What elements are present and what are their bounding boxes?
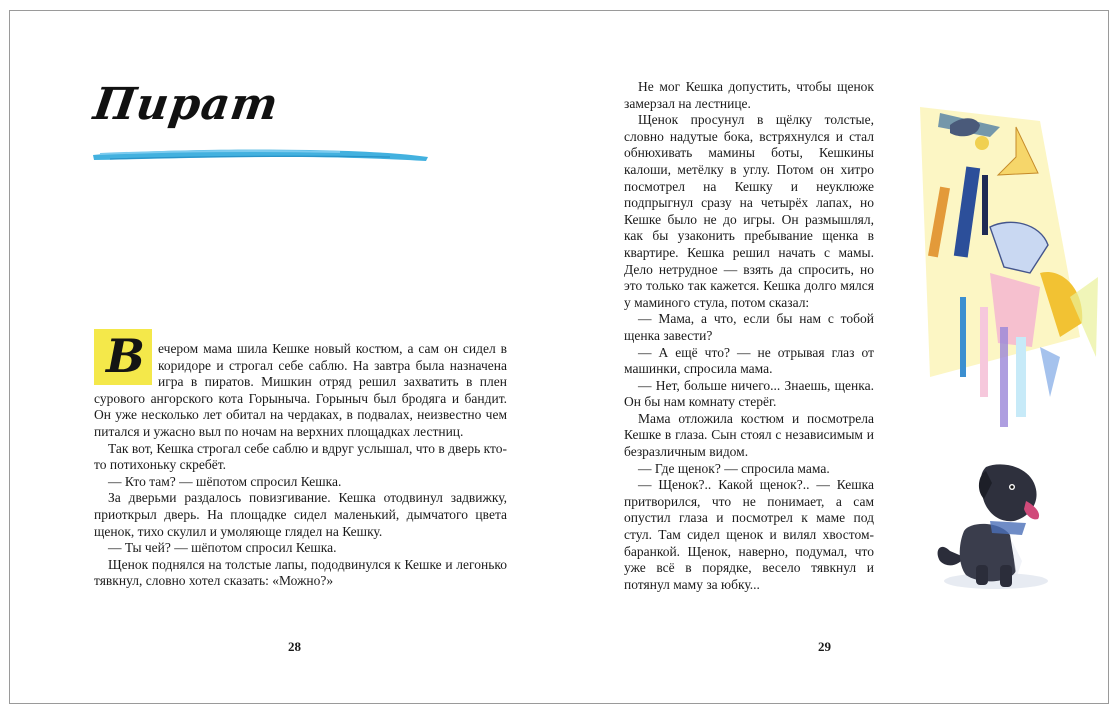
paragraph: — Ты чей? — шёпотом спросил Кешка. [108,540,337,556]
sewing-room-illustration [920,97,1102,437]
paragraph: Щенок поднялся на толстые лапы, пододвинулся к Кешке и легонько тявкнул, словно хотел сказать: «Можно?» [94,556,507,589]
book-spread [9,10,1109,704]
left-page [10,11,560,703]
right-text-block [624,79,874,593]
paragraph: За дверьми раздалось повизгивание. Кешка отодвинул задвижку, приоткрыл дверь. На площадке сидел маленький, дымчатого цвета щенок, тихо скулил и умоляюще глядел на Кешку. [94,490,507,539]
paragraph: Щенок просунул в щёлку толстые, словно надутые бока, встряхнулся и стал обнюхивать мамины боты, Кешкины калоши, метёлку в углу. Потом он хитро посмотрел на Кешку и неуклюже подпрыгнул сразу на четырёх лапах, но Кешке было не до игры. Он размышлял, как бы узаконить пребывание щенка в квартире. Кешка решил начать с мамы. Дело нетрудное — взять да спросить, но это только так кажется. Кешка долго мялся у маминого стула, потом сказал: [624,112,874,310]
paragraph: — А ещё что? — не отрывая глаз от машинки, спросила мама. [624,344,874,377]
paragraph: — Мама, а что, если бы нам с тобой щенка завести? [624,311,874,343]
drop-cap [94,329,152,385]
paragraph: — Кто там? — шёпотом спросил Кешка. [108,473,342,489]
paragraph: — Где щенок? — спросила мама. [638,460,830,476]
blue-brush-stroke [90,141,430,167]
right-page [560,11,1110,703]
drop-cap-letter: В [106,329,145,383]
paragraph: — Щенок?.. Какой щенок?.. — Кешка притворился, что не понимает, а сам опустил глаза и посмотрел к маме под стул. Там сидел щенок и вилял хвостом-баранкой. Щенок, наверно, подумал, что уже всё в порядке, весело тявкнул и потянул маму за юбку... [624,477,874,592]
page-number-left: 28 [288,639,301,654]
puppy-illustration [930,461,1062,601]
page-number-right: 29 [818,639,831,654]
paragraph: Так вот, Кешка строгал себе саблю и вдруг услышал, что в дверь кто-то потихоньку скребёт. [94,440,507,473]
chapter-title: Пират [90,79,282,130]
paragraph: Мама отложила костюм и посмотрела Кешке в глаза. Сын стоял с независимым и безразличным видом. [624,410,874,460]
paragraph: — Нет, больше ничего... Знаешь, щенка. Он бы нам комнату стерёг. [624,377,874,410]
paragraph: Не мог Кешка допустить, чтобы щенок замерзал на лестнице. [624,79,874,111]
paragraph: ечером мама шила Кешке новый костюм, а сам он сидел в коридоре и строгал себе саблю. На завтра была назначена игра в пиратов. Мишкин отряд решил захватить в плен сурового ангорского кота Горыныча. Горыныч был бродяга и бандит. Он уже несколько лет обитал на чердаках, в подвалах, неизвестно чем питался и ужасно выл по ночам на верхних площадках лестниц. [94,341,507,439]
left-text-block [94,329,507,590]
